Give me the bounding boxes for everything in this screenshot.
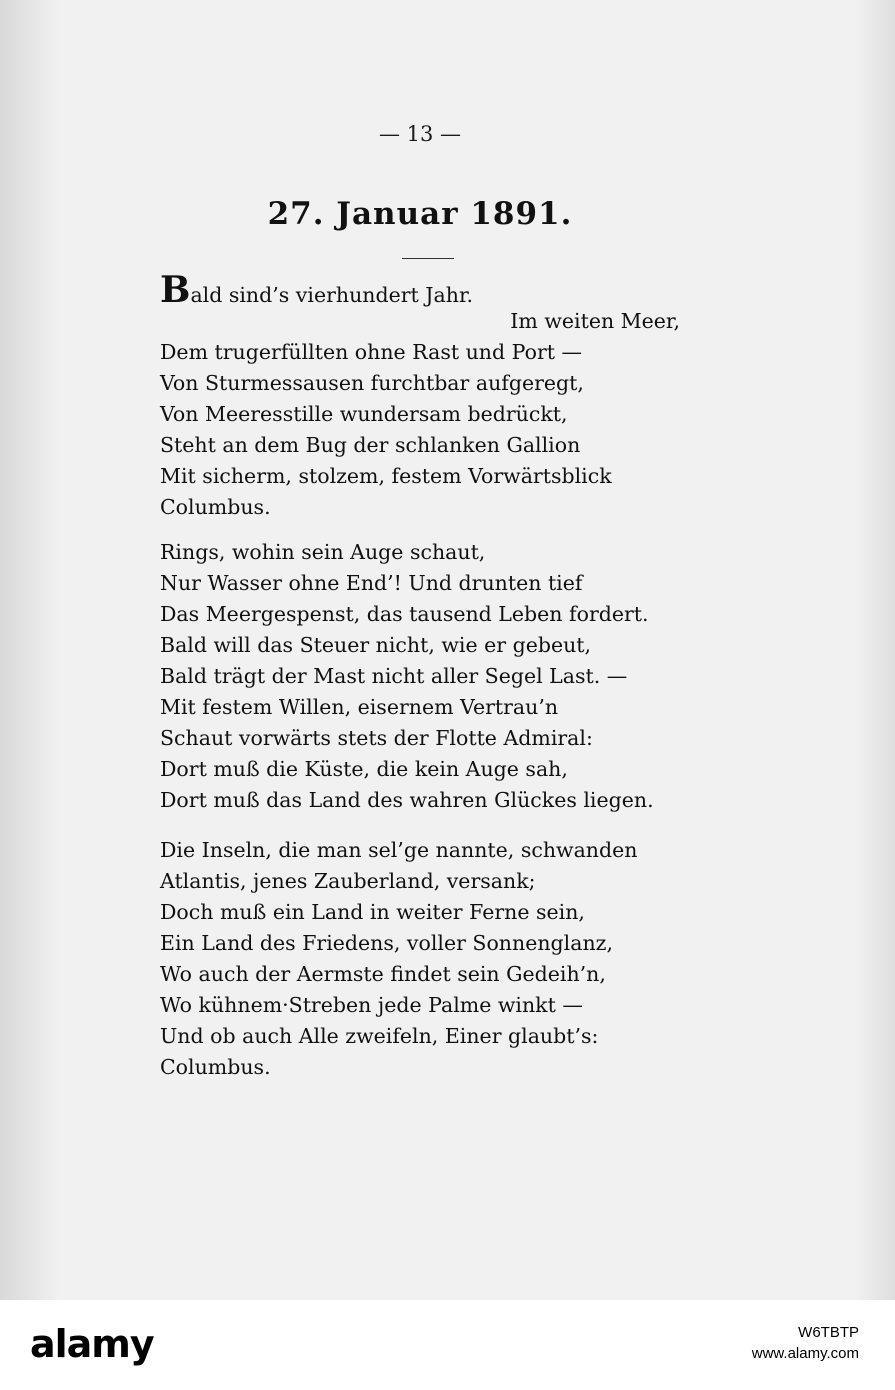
poem-line: Das Meergespenst, das tausend Leben fordert.	[160, 602, 649, 626]
page-number: — 13 —	[378, 122, 462, 146]
stanza-3	[160, 835, 680, 1083]
site-url: www.alamy.com	[751, 1345, 859, 1362]
poem-line: Doch muß ein Land in weiter Ferne sein,	[160, 900, 585, 924]
poem-line: Die Inseln, die man sel’ge nannte, schwanden	[160, 838, 638, 862]
poem-line: Mit sicherm, stolzem, festem Vorwärtsblick	[160, 464, 612, 488]
poem-line: Bald sind’s vierhundert Jahr.	[160, 269, 474, 311]
stanza-2	[160, 537, 680, 816]
poem-line: Dem trugerfüllten ohne Rast und Port —	[160, 340, 583, 364]
poem-line: Atlantis, jenes Zauberland, versank;	[160, 869, 536, 893]
poem-line: Schaut vorwärts stets der Flotte Admiral:	[160, 726, 593, 750]
poem-line: Mit festem Willen, eisernem Vertrau’n	[160, 695, 559, 719]
poem-line: Dort muß das Land des wahren Glückes liegen.	[160, 788, 654, 812]
title-divider	[402, 258, 454, 259]
poem-line: Columbus.	[160, 1055, 271, 1079]
alamy-logo: alamy	[30, 1322, 154, 1366]
poem-line: Wo auch der Aermste findet sein Gedeih’n,	[160, 962, 606, 986]
poem-line: Bald trägt der Mast nicht aller Segel Last. —	[160, 664, 628, 688]
poem-line: Dort muß die Küste, die kein Auge sah,	[160, 757, 568, 781]
poem-line: Von Sturmessausen furchtbar aufgeregt,	[160, 371, 584, 395]
poem-line: Wo kühnem·Streben jede Palme winkt —	[160, 993, 583, 1017]
poem-line: Steht an dem Bug der schlanken Gallion	[160, 433, 581, 457]
poem-line: Bald will das Steuer nicht, wie er gebeut,	[160, 633, 592, 657]
stanza-1	[160, 269, 680, 523]
poem-line: Und ob auch Alle zweifeln, Einer glaubt’s:	[160, 1024, 599, 1048]
poem-line: Rings, wohin sein Auge schaut,	[160, 540, 486, 564]
poem-line: Im weiten Meer,	[510, 309, 680, 333]
poem-title: 27. Januar 1891.	[267, 196, 573, 232]
watermark-footer	[0, 1300, 895, 1390]
stock-info	[752, 1322, 859, 1364]
poem-line: Nur Wasser ohne End’! Und drunten tief	[160, 571, 583, 595]
poem-line: Columbus.	[160, 495, 271, 519]
poem-line: Von Meeresstille wundersam bedrückt,	[160, 402, 568, 426]
drop-cap: B	[160, 269, 191, 311]
poem-line: Ein Land des Friedens, voller Sonnenglanz,	[160, 931, 613, 955]
image-id: W6TBTP	[798, 1324, 859, 1341]
